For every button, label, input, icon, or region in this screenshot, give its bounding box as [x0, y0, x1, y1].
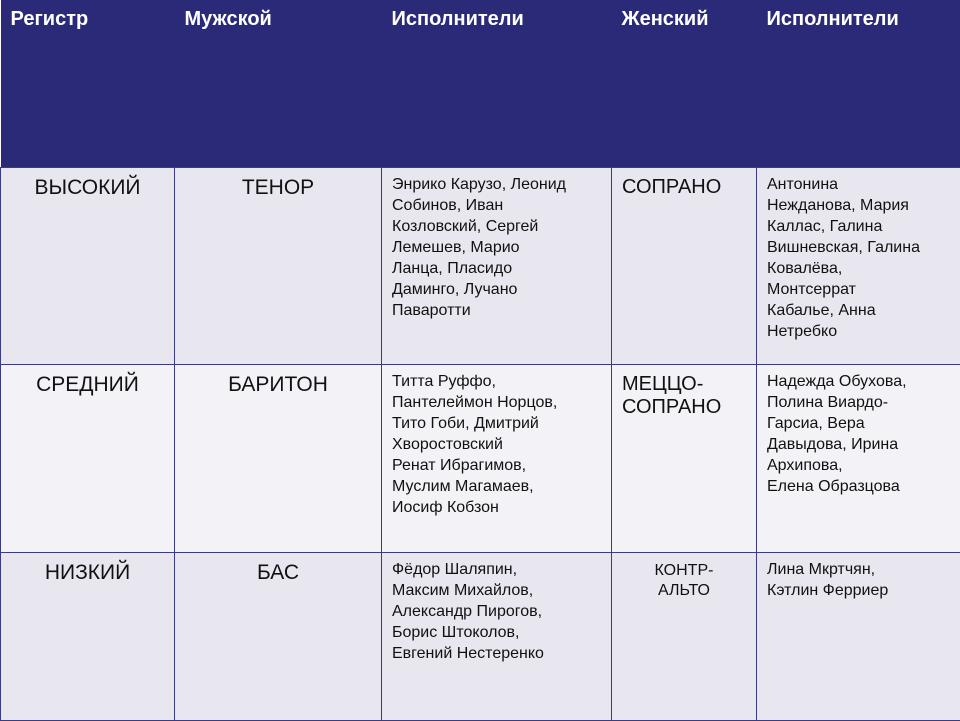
female-performers-cell: Лина Мкртчян, Кэтлин Ферриер	[757, 552, 960, 720]
table-row	[1, 552, 960, 720]
male-voice-cell: ТЕНОР	[175, 167, 382, 364]
female-performers-cell: Антонина Нежданова, Мария Каллас, Галина Вишневская, Галина Ковалёва, Монтсеррат Кабалье, Анна Нетребко	[757, 167, 960, 364]
header-register: Регистр	[1, 0, 175, 167]
header-female-performers: Исполнители	[757, 0, 960, 167]
male-voice-cell: БАРИТОН	[175, 364, 382, 552]
male-voice-cell: БАС	[175, 552, 382, 720]
header-male: Мужской	[175, 0, 382, 167]
table-row	[1, 364, 960, 552]
female-voice-cell: КОНТР- АЛЬТО	[612, 552, 757, 720]
male-performers-cell: Титта Руффо, Пантелеймон Норцов, Тито Гоби, Дмитрий Хворостовский Ренат Ибрагимов, Муслим Магамаев, Иосиф Кобзон	[382, 364, 612, 552]
female-voice-cell: СОПРАНО	[612, 167, 757, 364]
register-cell: ВЫСОКИЙ	[1, 167, 175, 364]
female-voice-cell: МЕЦЦО- СОПРАНО	[612, 364, 757, 552]
register-cell: СРЕДНИЙ	[1, 364, 175, 552]
female-performers-cell: Надежда Обухова, Полина Виардо- Гарсиа, Вера Давыдова, Ирина Архипова, Елена Образцова	[757, 364, 960, 552]
register-cell: НИЗКИЙ	[1, 552, 175, 720]
header-female: Женский	[612, 0, 757, 167]
male-performers-cell: Энрико Карузо, Леонид Собинов, Иван Козловский, Сергей Лемешев, Марио Ланца, Пласидо Даминго, Лучано Паваротти	[382, 167, 612, 364]
table-header-row	[1, 0, 960, 167]
header-male-performers: Исполнители	[382, 0, 612, 167]
table-row	[1, 167, 960, 364]
male-performers-cell: Фёдор Шаляпин, Максим Михайлов, Александр Пирогов, Борис Штоколов, Евгений Нестеренко	[382, 552, 612, 720]
